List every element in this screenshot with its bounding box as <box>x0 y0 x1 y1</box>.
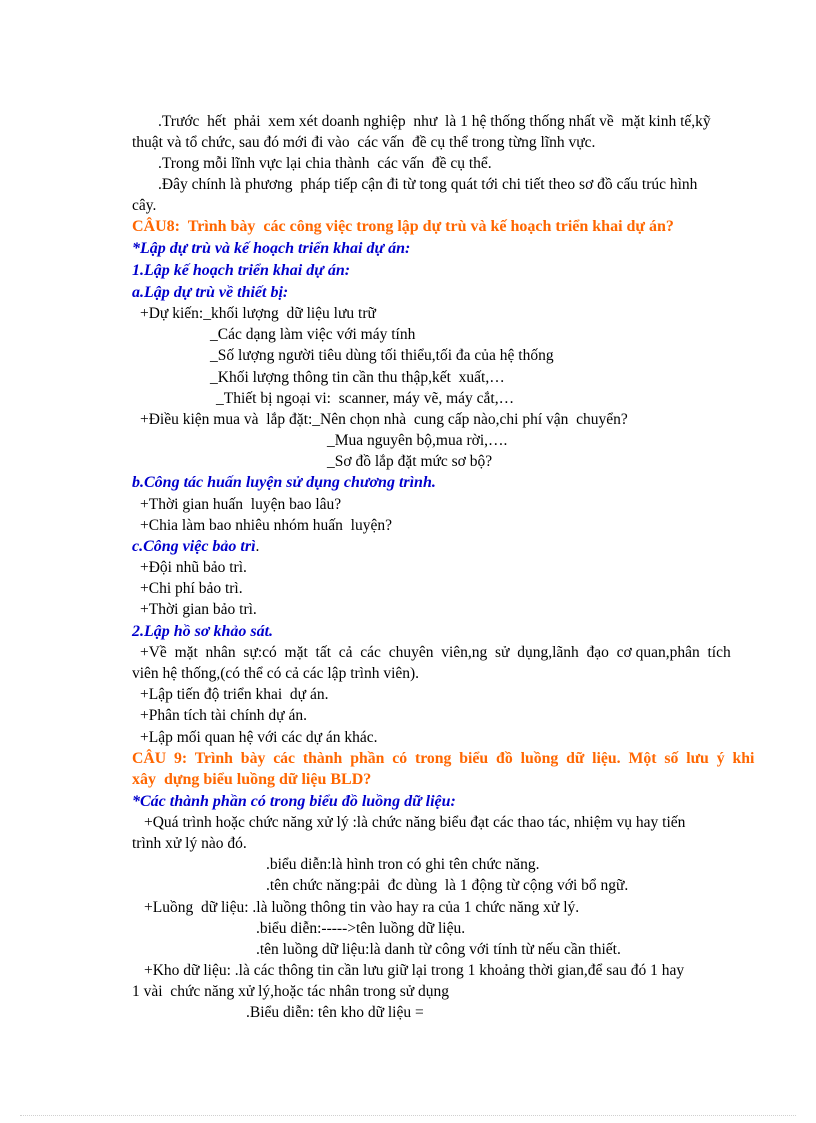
cau8-s2-item: viên hệ thống,(có thể có cả các lập trình viên). <box>132 665 420 682</box>
cau8-c-title: c.Công việc bảo trì <box>132 538 256 555</box>
cau8-b-title: b.Công tác huấn luyện sử dụng chương trình. <box>132 474 436 491</box>
cau8-c-title-row <box>132 537 259 557</box>
cau9-item: trình xử lý nào đó. <box>132 835 247 852</box>
cau8-c-title-dot: . <box>255 538 260 555</box>
intro-p1-line2: thuật và tổ chức, sau đó mới đi vào các vấn đề cụ thể trong từng lĩnh vực. <box>132 134 596 151</box>
page-footer-divider <box>20 1115 796 1116</box>
cau8-s2-item: +Lập tiến độ triển khai dự án. <box>140 686 329 703</box>
cau8-a-item: _Mua nguyên bộ,mua rời,…. <box>327 432 508 449</box>
cau8-a-item: _Số lượng người tiêu dùng tối thiểu,tối đa của hệ thống <box>210 347 554 364</box>
cau8-a-item: _Sơ đồ lắp đặt mức sơ bộ? <box>327 453 493 470</box>
cau9-item: .Biểu diễn: tên kho dữ liệu = <box>246 1004 424 1021</box>
cau8-b-item: +Thời gian huấn luyện bao lâu? <box>140 496 342 513</box>
cau9-item: +Kho dữ liệu: .là các thông tin cần lưu giữ lại trong 1 khoảng thời gian,để sau đó 1 hay <box>144 962 685 979</box>
intro-p1-line1: .Trước hết phải xem xét doanh nghiệp như là 1 hệ thống thống nhất về mặt kinh tế,kỹ <box>158 113 711 130</box>
cau8-sub2: 1.Lập kế hoạch triển khai dự án: <box>132 262 351 279</box>
cau8-s2-item: +Phân tích tài chính dự án. <box>140 707 307 724</box>
cau8-c-item: +Đội nhũ bảo trì. <box>140 559 247 576</box>
cau8-a-item: _Khối lượng thông tin cần thu thập,kết xuất,… <box>210 369 505 386</box>
cau9-item: +Quá trình hoặc chức năng xử lý :là chức năng biểu đạt các thao tác, nhiệm vụ hay tiến <box>144 814 686 831</box>
cau9-sub1: *Các thành phần có trong biểu đồ luồng dữ liệu: <box>132 793 456 810</box>
cau8-s2-title: 2.Lập hồ sơ khảo sát. <box>132 623 274 640</box>
intro-p3-line2: cây. <box>132 197 157 214</box>
cau8-a-item: +Dự kiến:_khối lượng dữ liệu lưu trữ <box>140 305 376 322</box>
cau9-title-line2: xây dựng biểu luồng dữ liệu BLD? <box>132 771 372 788</box>
cau8-a-item: +Điều kiện mua và lắp đặt:_Nên chọn nhà cung cấp nào,chi phí vận chuyển? <box>140 411 628 428</box>
cau8-c-item: +Thời gian bảo trì. <box>140 601 257 618</box>
cau8-b-item: +Chia làm bao nhiêu nhóm huấn luyện? <box>140 517 392 534</box>
cau9-item: .tên chức năng:pải đc dùng là 1 động từ cộng với bổ ngữ. <box>266 877 629 894</box>
cau8-sub1: *Lập dự trù và kế hoạch triển khai dự án: <box>132 240 411 257</box>
intro-p2: .Trong mỗi lĩnh vực lại chia thành các vấn đề cụ thể. <box>158 155 492 172</box>
cau8-c-item: +Chi phí bảo trì. <box>140 580 243 597</box>
cau8-a-item: _Thiết bị ngoại vi: scanner, máy vẽ, máy cắt,… <box>216 390 515 407</box>
cau8-title: CÂU8: Trình bày các công việc trong lập dự trù và kế hoạch triển khai dự án? <box>132 218 674 235</box>
cau9-item: .tên luồng dữ liệu:là danh từ công với tính từ nếu cần thiết. <box>256 941 621 958</box>
cau9-item: .biểu diễn:là hình tron có ghi tên chức năng. <box>266 856 540 873</box>
cau8-s2-item: +Về mặt nhân sự:có mặt tất cả các chuyên viên,ng sử dụng,lãnh đạo cơ quan,phân tích <box>140 644 731 661</box>
cau9-item: 1 vài chức năng xử lý,hoặc tác nhân trong sử dụng <box>132 983 450 1000</box>
cau9-item: .biểu diễn:----->tên luồng dữ liệu. <box>256 920 466 937</box>
cau8-a-item: _Các dạng làm việc với máy tính <box>210 326 416 343</box>
cau9-item: +Luồng dữ liệu: .là luồng thông tin vào hay ra của 1 chức năng xử lý. <box>144 899 580 916</box>
cau8-s2-item: +Lập mối quan hệ với các dự án khác. <box>140 729 378 746</box>
cau8-a-title: a.Lập dự trù về thiết bị: <box>132 284 289 301</box>
intro-p3-line1: .Đây chính là phương pháp tiếp cận đi từ tong quát tới chi tiết theo sơ đồ cấu trúc hình <box>158 176 698 193</box>
cau9-title-line1: CÂU 9: Trình bày các thành phần có trong biểu đồ luồng dữ liệu. Một số lưu ý khi <box>132 750 755 767</box>
